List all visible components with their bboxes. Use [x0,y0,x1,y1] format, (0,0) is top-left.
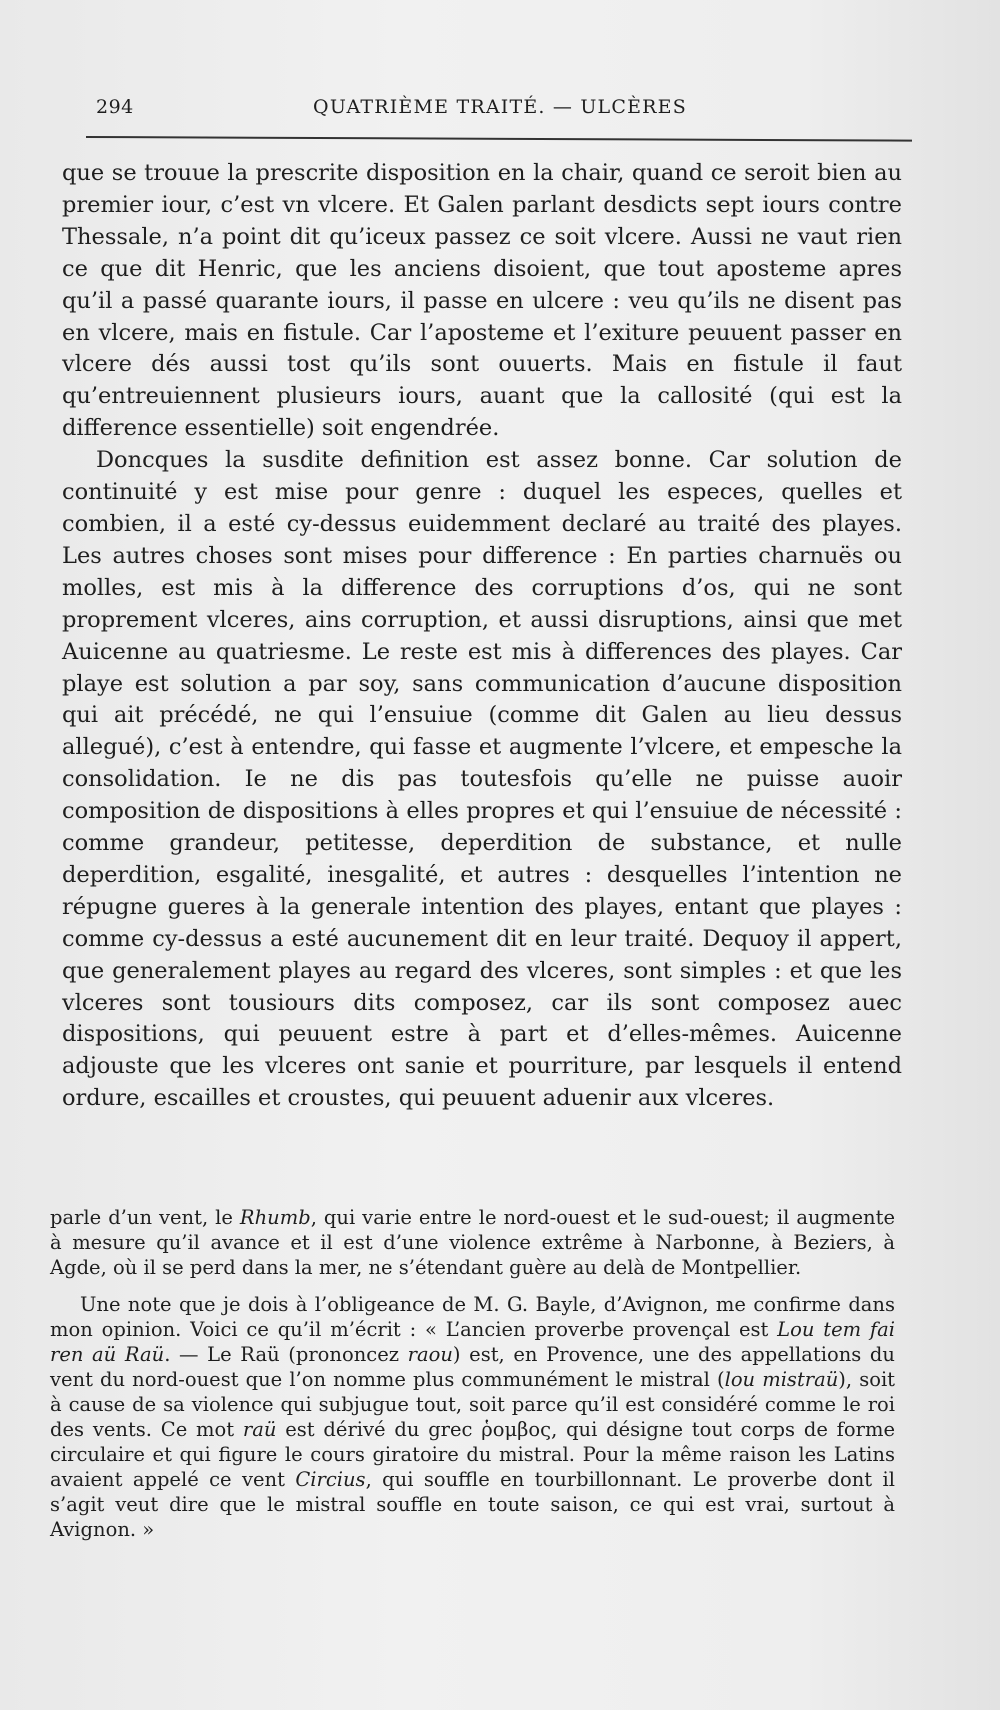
footnote-italic: Circius [295,1468,366,1491]
body-paragraph: que se trouue la prescrite disposition en la chair, quand ce seroit bien au premier iour, c’est vn vlcere. Et Galen parlant desdicts sept iours contre Thessale, n’a point dit qu’iceux passez ce soit vlcere. Aussi ne vaut rien ce que dit Henric, que les anciens disoient, que tout aposteme apres qu’il a passé quarante iours, il passe en ulcere : veu qu’ils ne disent pas en vlcere, mais en fistule. Car l’aposteme et l’exiture peuuent passer en vlcere dés aussi tost qu’ils sont ouuerts. Mais en fistule il faut qu’entreuiennent plusieurs iours, auant que la callosité (qui est la difference essentielle) soit engendrée. [62,160,902,442]
footnote [50,1292,895,1542]
header-rule [86,136,912,142]
footnote-text: ) est, en Provence, une des appellations du vent du nord-ouest que l’on nomme plus communément le mistral ( [50,1343,895,1391]
footnote-text: ), soit à cause de sa violence qui subjugue tout, soit parce qu’il est considéré comme le roi des vents. Ce mot [50,1368,896,1441]
page-number: 294 [96,96,134,118]
body-paragraph: Doncques la susdite definition est assez bonne. Car solution de continuité y est mise pour genre : duquel les especes, quelles et combien, il a esté cy-dessus euidemment declaré au traité des playes. Les autres choses sont mises pour difference : En parties charnuës ou molles, est mis à la difference des corruptions d’os, qui ne sont proprement vlceres, ains corruption, et aussi disruptions, ainsi que met Auicenne au quatriesme. Le reste est mis à differences des playes. Car playe est solution a par soy, sans communication d’aucune disposition qui ait précédé, ne qui l’ensuiue (comme dit Galen au lieu dessus allegué), c’est à entendre, qui fasse et augmente l’vlcere, et empesche la consolidation. Ie ne dis pas toutesfois qu’elle ne puisse auoir composition de dispositions à elles propres et qui l’ensuiue de nécessité : comme grandeur, petitesse, deperdition de substance, et nulle deperdition, esgalité, inesgalité, et autres : desquelles l’intention ne répugne gueres à la generale intention des playes, entant que playes : comme cy-dessus a esté aucunement dit en leur traité. Dequoy il appert, que generalement playes au regard des vlceres, sont simples : et que les vlceres sont tousiours dits composez, car ils sont composez auec dispositions, qui peuuent estre à part et d’elles-mêmes. Auicenne adjouste que les vlceres ont sanie et pourriture, par lesquels il entend ordure, escailles et croustes, qui peuuent aduenir aux vlceres. [62,447,902,1112]
footnote-text: , qui varie entre le nord-ouest et le sud-ouest; il augmente à mesure qu’il avance et il est d’une violence extrême à Narbonne, à Beziers, à Agde, où il se perd dans la mer, ne s’étendant guère au delà de Montpellier. [50,1206,895,1279]
main-text [62,158,902,1115]
running-title: QUATRIÈME TRAITÉ. — ULCÈRES [313,96,687,118]
footnote-text: Une note que je dois à l’obligeance de M. G. Bayle, d’Avignon, me confirme dans mon opinion. Voici ce qu’il m’écrit : « L’ancien proverbe provençal est [50,1293,895,1341]
footnote-continuation [50,1205,895,1280]
footnote-italic: lou mistraü [724,1368,839,1391]
running-header [96,96,904,126]
footnote-italic: raü [242,1418,277,1441]
footnote-text: est dérivé du grec ῥομβος, qui désigne tout corps de forme circulaire et qui figure le cours giratoire du mistral. Pour la même raison les Latins avaient appelé ce vent [50,1418,895,1491]
footnote-text: . — Le Raü (prononcez [164,1343,408,1366]
footnotes [50,1205,895,1542]
footnote-italic: raou [407,1343,453,1366]
footnote-italic: Lou tem fai ren aü Raü [50,1318,895,1366]
footnote-italic: Rhumb [239,1206,311,1229]
footnote-text: , qui souffle en tourbillonnant. Le proverbe dont il s’agit veut dire que le mistral souffle en toute saison, ce qui est vrai, surtout à Avignon. » [50,1468,895,1541]
footnote-text: parle d’un vent, le [50,1206,240,1229]
